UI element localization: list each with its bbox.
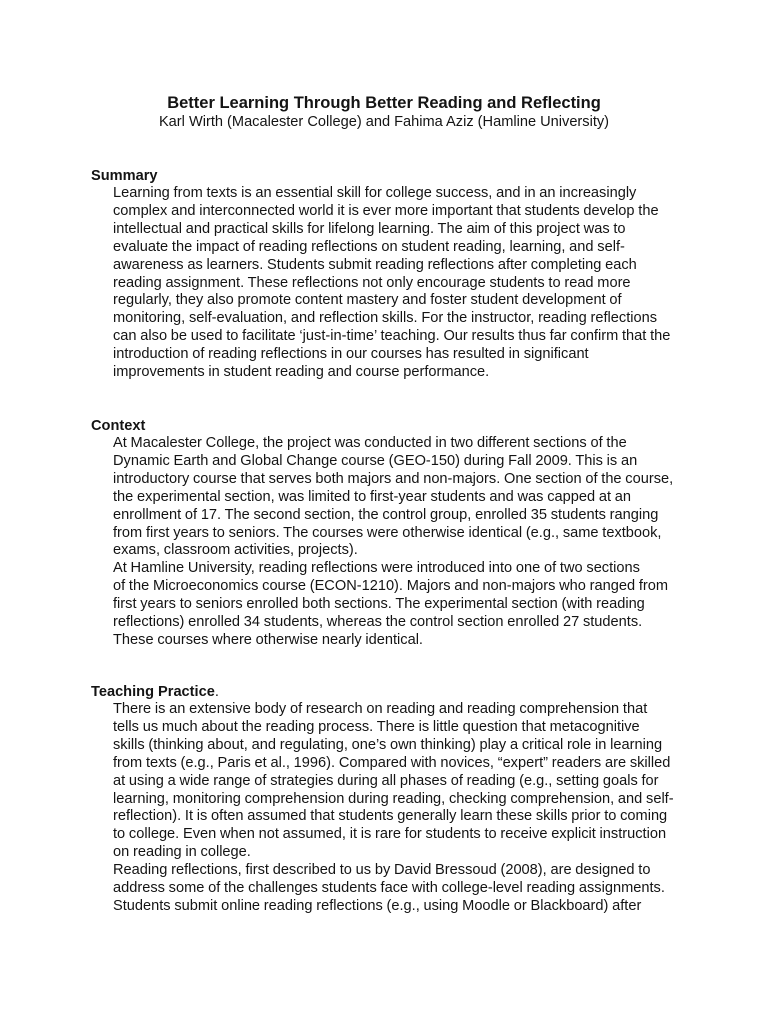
text-line: tells us much about the reading process. There is little question that metacognitive [113, 718, 640, 735]
text-line: can also be used to facilitate ‘just-in-time’ teaching. Our results thus far confirm that the [113, 328, 671, 345]
text-line: At Hamline University, reading reflections were introduced into one of two sections [113, 560, 640, 577]
text-line: skills (thinking about, and regulating, one’s own thinking) play a critical role in learning [113, 736, 663, 753]
text-line: complex and interconnected world it is ever more important that students develop the [113, 202, 659, 219]
text-line: These courses where otherwise nearly identical. [113, 631, 423, 648]
body-paragraph [91, 701, 677, 862]
document-authors: Karl Wirth (Macalester College) and Fahima Aziz (Hamline University) [158, 114, 610, 130]
text-line: at using a wide range of strategies during all phases of reading (e.g., setting goals for [113, 772, 659, 789]
text-line: of the Microeconomics course (ECON-1210). Majors and non-majors who ranged from [113, 578, 669, 595]
text-line: introductory course that serves both majors and non-majors. One section of the course, [113, 470, 674, 487]
text-line: exams, classroom activities, projects). [113, 542, 358, 559]
text-line: regularly, they also promote content mastery and foster student development of [113, 292, 622, 309]
text-line: intellectual and practical skills for lifelong learning. The aim of this project was to [113, 220, 626, 237]
document-page [91, 93, 677, 914]
text-line: monitoring, self-evaluation, and reflection skills. For the instructor, reading reflections [113, 310, 658, 327]
text-line: Learning from texts is an essential skill for college success, and in an increasingly [113, 185, 637, 201]
section-teaching-practice [91, 683, 677, 916]
text-line: introduction of reading reflections in our courses has resulted in significant [113, 346, 589, 363]
text-line: awareness as learners. Students submit reading reflections after completing each [113, 256, 637, 273]
body-paragraph [91, 560, 677, 650]
section-heading [91, 167, 677, 185]
text-line: address some of the challenges students face with college-level reading assignments. [113, 880, 665, 897]
section-heading-text: Context [91, 418, 146, 434]
text-line: At Macalester College, the project was conducted in two different sections of the [113, 435, 627, 451]
text-line: on reading in college. [113, 844, 251, 861]
text-line: evaluate the impact of reading reflections on student reading, learning, and self- [113, 238, 625, 255]
section-body [91, 185, 677, 382]
text-line: enrollment of 17. The second section, the control group, enrolled 35 students ranging [113, 506, 659, 523]
section-heading [91, 683, 677, 701]
body-paragraph [91, 862, 677, 916]
section-summary [91, 167, 677, 382]
section-body [91, 435, 677, 650]
section-heading-text: Summary [91, 168, 158, 184]
text-line: Students submit online reading reflections (e.g., using Moodle or Blackboard) after [113, 897, 642, 914]
text-line: the experimental section, was limited to first-year students and was capped at an [113, 488, 631, 505]
text-line: improvements in student reading and course performance. [113, 364, 490, 381]
text-line: There is an extensive body of research on reading and reading comprehension that [113, 701, 648, 717]
text-line: reflections) enrolled 34 students, whereas the control section enrolled 27 students. [113, 614, 643, 631]
section-heading-suffix: . [214, 684, 219, 700]
text-line: Dynamic Earth and Global Change course (GEO-150) during Fall 2009. This is an [113, 452, 638, 469]
section-heading [91, 417, 677, 435]
text-line: to college. Even when not assumed, it is rare for students to receive explicit instruction [113, 826, 667, 843]
document-title: Better Learning Through Better Reading and Reflecting [167, 94, 601, 112]
section-heading-text: Teaching Practice [91, 684, 215, 700]
text-line: first years to seniors enrolled both sections. The experimental section (with reading [113, 596, 645, 613]
text-line: from first years to seniors. The courses were otherwise identical (e.g., same textbook, [113, 524, 662, 541]
section-body [91, 701, 677, 916]
body-paragraph [91, 185, 677, 382]
text-line: learning, monitoring comprehension during reading, checking comprehension, and self- [113, 790, 674, 807]
text-line: Reading reflections, first described to us by David Bressoud (2008), are designed to [113, 862, 651, 879]
section-context [91, 417, 677, 650]
text-line: reflection). It is often assumed that students generally learn these skills prior to coming [113, 808, 668, 825]
body-paragraph [91, 435, 677, 560]
text-line: reading assignment. These reflections not only encourage students to read more [113, 274, 631, 291]
text-line: from texts (e.g., Paris et al., 1996). Compared with novices, “expert” readers are skilled [113, 754, 671, 771]
